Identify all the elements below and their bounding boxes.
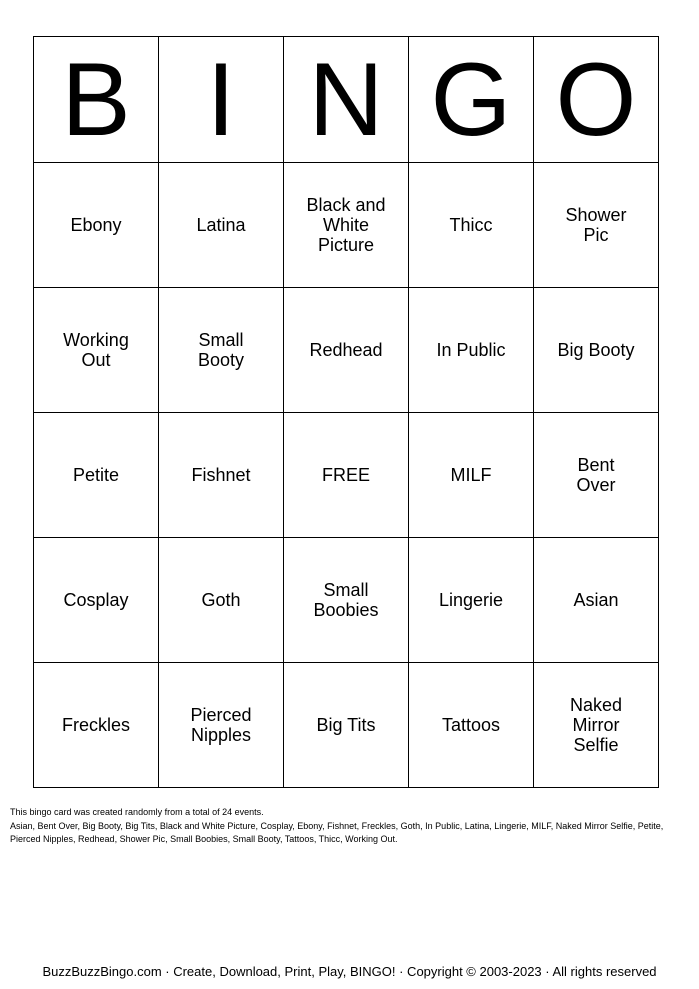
bingo-cell: Redhead [284,288,409,413]
bingo-cell: Petite [34,413,159,538]
header-letter-o: O [534,37,659,163]
bingo-cell: Pierced Nipples [159,663,284,788]
bingo-row [34,163,659,288]
card-info-event-list: Asian, Bent Over, Big Booty, Big Tits, Black and White Picture, Cosplay, Ebony, Fishnet, Freckles, Goth, In Public, Latina, Lingerie, MILF, Naked Mirror Selfie, Petite, Pierced Nipples, Redhead, Shower Pic, Small Boobies, Small Booty, Tattoos, Thicc, Working Out. [10,820,664,844]
bingo-cell: Cosplay [34,538,159,663]
bingo-cell: Big Tits [284,663,409,788]
bingo-cell: Freckles [34,663,159,788]
bingo-cell: Big Booty [534,288,659,413]
bingo-cell: Working Out [34,288,159,413]
header-letter-b: B [34,37,159,163]
bingo-cell: Black and White Picture [284,163,409,288]
bingo-cell: Naked Mirror Selfie [534,663,659,788]
header-letter-g: G [409,37,534,163]
bingo-cell: Bent Over [534,413,659,538]
bingo-cell: Fishnet [159,413,284,538]
bingo-header-row [34,37,659,163]
bingo-cell: Lingerie [409,538,534,663]
bingo-row [34,663,659,788]
bingo-cell: In Public [409,288,534,413]
bingo-card [33,36,659,788]
site-footer: BuzzBuzzBingo.com · Create, Download, Print, Play, BINGO! · Copyright © 2003-2023 · All rights reserved [42,964,657,979]
card-info [10,806,690,847]
bingo-row [34,538,659,663]
bingo-cell: MILF [409,413,534,538]
bingo-cell: Tattoos [409,663,534,788]
bingo-cell: Shower Pic [534,163,659,288]
bingo-cell: Small Booty [159,288,284,413]
bingo-cell: Ebony [34,163,159,288]
header-letter-n: N [284,37,409,163]
bingo-cell: Asian [534,538,659,663]
bingo-cell: Thicc [409,163,534,288]
card-info-summary: This bingo card was created randomly from a total of 24 events. [10,807,264,817]
bingo-cell: Latina [159,163,284,288]
bingo-cell: Goth [159,538,284,663]
bingo-row [34,288,659,413]
header-letter-i: I [159,37,284,163]
free-space-cell: FREE [284,413,409,538]
bingo-cell: Small Boobies [284,538,409,663]
bingo-row [34,413,659,538]
